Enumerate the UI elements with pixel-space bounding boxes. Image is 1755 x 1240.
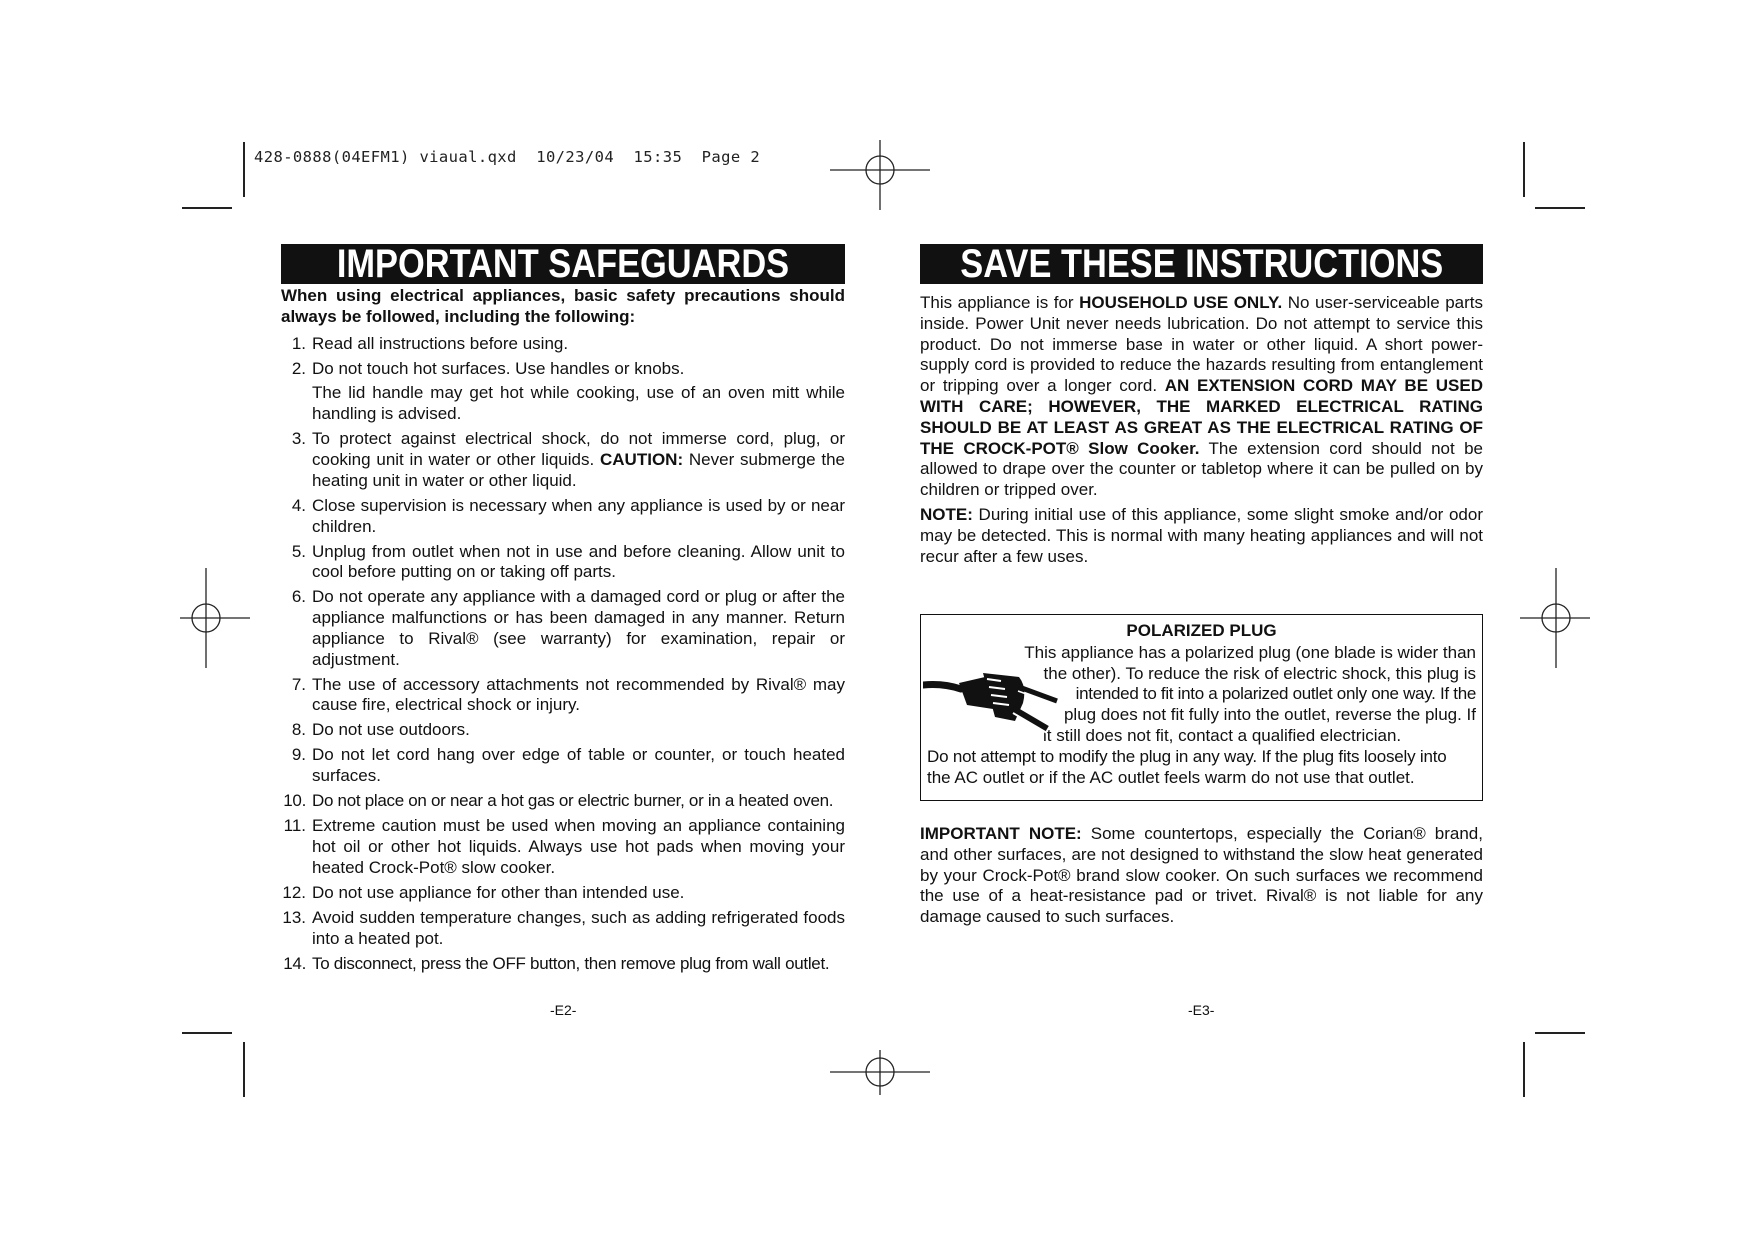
list-item: 6. Do not operate any appliance with a damaged cord or plug or after the appliance malfunctions or has been damaged in any manner. Return appliance to Rival® (see warranty) for examination, repair or adjustment. <box>291 587 845 669</box>
crop-mark <box>182 207 232 209</box>
polarized-plug-icon <box>923 657 1073 747</box>
crop-mark <box>1523 142 1525 197</box>
plug-text-line: it still does not fit, contact a qualified electrician. <box>1043 725 1402 745</box>
crop-mark <box>243 1042 245 1097</box>
banner-title: SAVE THESE INSTRUCTIONS <box>960 242 1443 286</box>
list-item: 2. Do not touch hot surfaces. Use handles or knobs. The lid handle may get hot while cooking, use of an oven mitt while handling is advised. <box>291 358 845 424</box>
polarized-plug-box <box>920 614 1483 801</box>
plug-text-line: intended to fit into a polarized outlet only one way. If the <box>1075 684 1476 704</box>
crop-mark <box>243 142 245 197</box>
crop-mark <box>1535 1032 1585 1034</box>
registration-mark <box>830 1050 930 1120</box>
list-item: 14. To disconnect, press the OFF button, then remove plug from wall outlet. <box>283 953 830 973</box>
plug-text-line: the other). To reduce the risk of electric shock, this plug is <box>1043 663 1476 683</box>
plug-text-line: Do not attempt to modify the plug in any way. If the plug fits loosely into <box>927 746 1447 766</box>
plug-text-line: This appliance has a polarized plug (one blade is wider than <box>1024 642 1476 662</box>
extension-cord-warning: AN EXTENSION CORD MAY BE USED WITH CARE; HOWEVER, THE MARKED ELECTRICAL RATING SHOULD BE AT LEAST AS GREAT AS THE ELECTRICAL RATING OF THE CROCK-POT® Slow Cooker. <box>920 376 1483 458</box>
important-note-column <box>920 824 1483 932</box>
crop-mark <box>182 1032 232 1034</box>
caution-label: CAUTION: <box>600 449 684 469</box>
list-item: 1. Read all instructions before using. <box>291 333 569 353</box>
polarized-plug-title: POLARIZED PLUG <box>1126 621 1277 640</box>
registration-mark <box>830 140 930 210</box>
plug-text-line: plug does not fit fully into the outlet, reverse the plug. If <box>1063 705 1476 725</box>
list-item: 13. Avoid sudden temperature changes, such as adding refrigerated foods into a heated pot. <box>282 907 845 948</box>
important-note-label: IMPORTANT NOTE: <box>920 824 1082 843</box>
list-item: 10. Do not place on or near a hot gas or electric burner, or in a heated oven. <box>283 791 834 811</box>
crop-mark <box>1535 207 1585 209</box>
list-item: 5. Unplug from outlet when not in use and before cleaning. Allow unit to cool before putting on or taking off parts. <box>291 541 845 582</box>
instructions-column <box>920 293 1483 571</box>
note-paragraph: NOTE: During initial use of this appliance, some slight smoke and/or odor may be detected. This is normal with many heating appliances and will not recur after a few uses. <box>920 504 1483 566</box>
important-note-paragraph: IMPORTANT NOTE: Some countertops, especially the Corian® brand, and other surfaces, are not designed to withstand the slow heat generated by your Crock-Pot® brand slow cooker. On such surfaces we recommend the use of a heat-resistance pad or trivet. Rival® is not liable for any damage caused to such surfaces. <box>920 824 1483 927</box>
safeguards-intro: When using electrical appliances, basic safety precautions should always be followed, including the following: <box>281 286 845 326</box>
list-item: 7. The use of accessory attachments not recommended by Rival® may cause fire, electrical shock or injury. <box>291 674 845 715</box>
note-label: NOTE: <box>920 504 973 524</box>
household-use-label: HOUSEHOLD USE ONLY. <box>1079 293 1283 312</box>
list-item: 3. To protect against electrical shock, do not immerse cord, plug, or cooking unit in water or other liquids. CAUTION: Never submerge the heating unit in water or other liquid. <box>291 429 845 490</box>
plug-text-line: the AC outlet or if the AC outlet feels warm do not use that outlet. <box>927 767 1415 787</box>
registration-mark <box>1520 568 1590 668</box>
page-number-left: -E2- <box>550 1002 577 1018</box>
list-item: 9. Do not let cord hang over edge of table or counter, or touch heated surfaces. <box>291 745 845 786</box>
registration-mark <box>180 568 250 668</box>
safeguards-column <box>281 286 845 979</box>
file-slug: 428-0888(04EFM1) viaual.qxd 10/23/04 15:35 Page 2 <box>254 148 761 166</box>
crop-mark <box>1523 1042 1525 1097</box>
list-item: 11. Extreme caution must be used when moving an appliance containing hot oil or other hot liquids. Always use hot pads when moving your heated Crock-Pot® slow cooker. <box>283 816 845 877</box>
safeguards-list <box>281 334 845 975</box>
page-banner-right <box>920 244 1483 284</box>
list-item: 8. Do not use outdoors. <box>291 720 470 740</box>
household-use-paragraph: This appliance is for HOUSEHOLD USE ONLY. No user-serviceable parts inside. Power Unit never needs lubrication. Do not attempt to service this product. Do not immerse base in water or other liquid. A short power-supply cord is provided to reduce the hazards resulting from entanglement or tripping over a longer cord. AN EXTENSION CORD MAY BE USED WITH CARE; HOWEVER, THE MARKED ELECTRICAL RATING SHOULD BE AT LEAST AS GREAT AS THE ELECTRICAL RATING OF THE CROCK-POT® Slow Cooker. The extension cord should not be allowed to drape over the counter or tabletop where it can be pulled on by children or tripped over. <box>920 293 1483 500</box>
page-banner-left <box>281 244 845 284</box>
list-item-note: The lid handle may get hot while cooking, use of an oven mitt while handling is advised. <box>312 383 845 424</box>
list-item: 4. Close supervision is necessary when any appliance is used by or near children. <box>291 495 845 536</box>
banner-title: IMPORTANT SAFEGUARDS <box>336 242 790 286</box>
list-item: 12. Do not use appliance for other than intended use. <box>282 882 685 902</box>
page-number-right: -E3- <box>1188 1002 1215 1018</box>
